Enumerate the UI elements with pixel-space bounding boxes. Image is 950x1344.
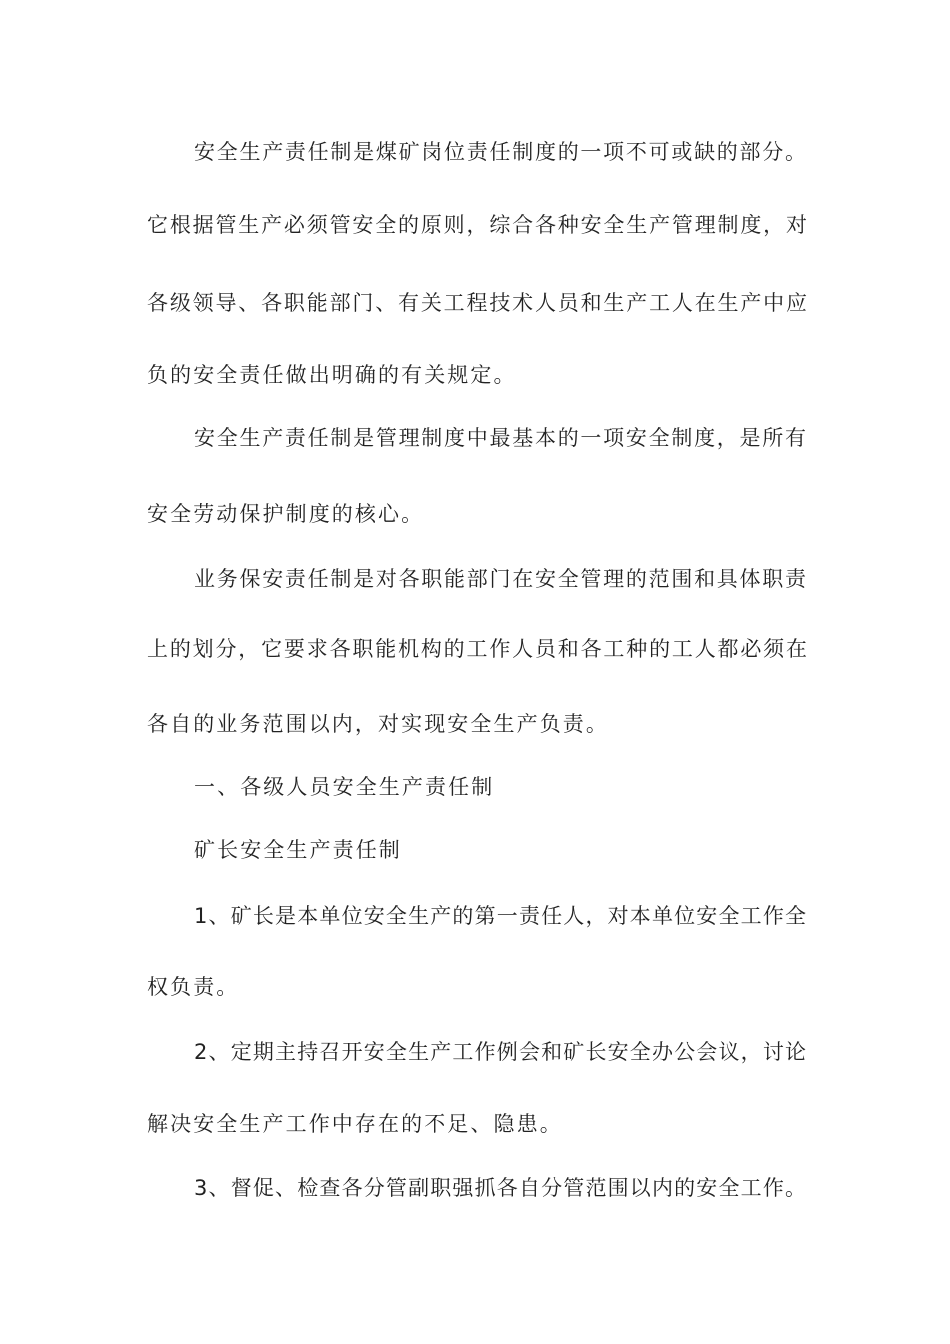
list-item-line: 权负责。 [147,975,240,999]
paragraph-line: 上的划分，它要求各职能机构的工作人员和各工种的工人都必须在 [147,637,807,661]
list-item-line: 解决安全生产工作中存在的不足、隐患。 [147,1112,563,1136]
paragraph-line: 安全生产责任制是管理制度中最基本的一项安全制度，是所有 [194,426,806,450]
section-heading: 一、各级人员安全生产责任制 [194,775,495,799]
list-item-line: 3、督促、检查各分管副职强抓各自分管范围以内的安全工作。 [194,1176,806,1200]
list-item-line: 2、定期主持召开安全生产工作例会和矿长安全办公会议，讨论 [194,1040,806,1064]
paragraph-line: 安全生产责任制是煤矿岗位责任制度的一项不可或缺的部分。 [194,140,806,164]
paragraph-line: 业务保安责任制是对各职能部门在安全管理的范围和具体职责 [194,567,806,591]
list-item-line: 1、矿长是本单位安全生产的第一责任人，对本单位安全工作全 [194,904,806,928]
paragraph-line: 安全劳动保护制度的核心。 [147,502,425,526]
paragraph-line: 负的安全责任做出明确的有关规定。 [147,363,517,387]
subsection-heading: 矿长安全生产责任制 [194,838,402,862]
paragraph-line: 它根据管生产必须管安全的原则，综合各种安全生产管理制度，对 [147,213,807,237]
paragraph-line: 各自的业务范围以内，对实现安全生产负责。 [147,712,609,736]
paragraph-line: 各级领导、各职能部门、有关工程技术人员和生产工人在生产中应 [147,291,807,315]
